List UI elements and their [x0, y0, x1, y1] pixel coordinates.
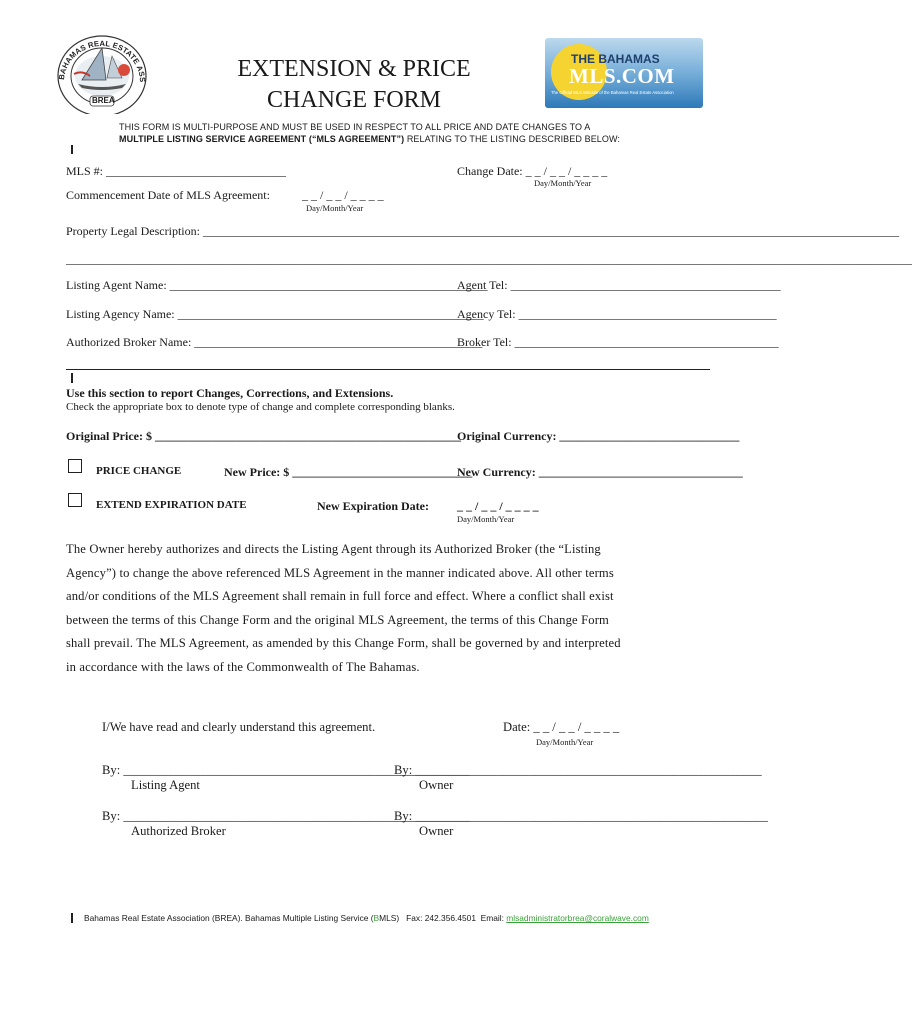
new-price-field[interactable]: New Price: $ ______________________________ [224, 465, 473, 479]
paragraph-line: Agency”) to change the above referenced MLS Agreement in the manner indicated above. All other terms [66, 565, 614, 580]
intro-line1: THIS FORM IS MULTI-PURPOSE AND MUST BE USED IN RESPECT TO ALL PRICE AND DATE CHANGES TO A [119, 122, 591, 132]
intro-line2-rest: RELATING TO THE LISTING DESCRIBED BELOW: [404, 134, 621, 144]
commencement-date-field[interactable]: _ _ / _ _ / _ _ _ _ [302, 188, 384, 202]
section-instruction: Check the appropriate box to denote type of change and complete corresponding blanks. [66, 401, 455, 413]
authorized-broker-role: Authorized Broker [131, 824, 226, 838]
text-cursor-mark [71, 145, 73, 154]
footer [84, 913, 649, 923]
commencement-label: Commencement Date of MLS Agreement: [66, 188, 270, 202]
authorized-broker-name-field[interactable]: Authorized Broker Name: ________________________________________________ [66, 335, 483, 349]
new-expiration-label: New Expiration Date: [317, 499, 429, 513]
signature-date-field[interactable]: Date: _ _ / _ _ / _ _ _ _ [503, 720, 620, 734]
broker-tel-field[interactable]: Broker Tel: ____________________________________________ [457, 335, 779, 349]
section-heading: Use this section to report Changes, Corrections, and Extensions. [66, 386, 394, 400]
bahamas-mls-logo [545, 38, 703, 108]
owner-signature-field-2[interactable]: By: ________________________________________________________ [394, 809, 768, 823]
form-title-line1: EXTENSION & PRICE [237, 56, 471, 82]
footer-bmls-rest: MLS) [379, 913, 400, 923]
property-description-field[interactable]: Property Legal Description: ____________________________________________________________________________________________________________________ [66, 224, 899, 238]
extend-expiration-label: EXTEND EXPIRATION DATE [96, 499, 247, 511]
change-date-hint: Day/Month/Year [534, 178, 592, 188]
footer-org: Bahamas Real Estate Association (BREA). Bahamas Multiple Listing Service ( [84, 913, 374, 923]
original-currency-field[interactable]: Original Currency: ______________________________ [457, 429, 740, 443]
price-change-checkbox[interactable] [68, 459, 82, 473]
owner-role-2: Owner [419, 824, 454, 838]
paragraph-line: in accordance with the laws of the Commonwealth of The Bahamas. [66, 659, 420, 674]
paragraph-line: shall prevail. The MLS Agreement, as amended by this Change Form, shall be governed by and interpreted [66, 636, 621, 650]
new-currency-field[interactable]: New Currency: __________________________________ [457, 465, 743, 479]
original-price-field[interactable]: Original Price: $ ___________________________________________________ [66, 429, 461, 443]
text-cursor-mark [71, 373, 73, 383]
mls-logo-line1: THE BAHAMAS [571, 52, 660, 66]
paragraph-line: and/or conditions of the MLS Agreement shall remain in full force and effect. Where a conflict shall exist [66, 589, 614, 603]
price-change-label: PRICE CHANGE [96, 465, 182, 477]
commencement-date-hint: Day/Month/Year [306, 203, 364, 213]
section-divider [66, 369, 710, 370]
agent-tel-field[interactable]: Agent Tel: _____________________________________________ [457, 278, 781, 292]
mls-logo-line2: MLS.COM [569, 64, 675, 88]
form-title-line2: CHANGE FORM [266, 87, 442, 113]
authorization-paragraph [66, 538, 709, 679]
listing-agent-name-field[interactable]: Listing Agent Name: _____________________________________________________ [66, 278, 488, 292]
extend-expiration-checkbox[interactable] [68, 493, 82, 507]
paragraph-line: The Owner hereby authorizes and directs the Listing Agent through its Authorized Broker (the “Listing [66, 542, 601, 556]
footer-bmls-b: B [373, 913, 380, 923]
footer-fax: Fax: 242.356.4501 [406, 913, 476, 923]
new-expiration-date-field[interactable]: _ _ / _ _ / _ _ _ _ [457, 499, 539, 513]
paragraph-line: between the terms of this Change Form and the original MLS Agreement, the terms of this Change Form [66, 612, 609, 627]
acknowledgement-text: I/We have read and clearly understand this agreement. [102, 720, 376, 734]
authorized-broker-signature-field[interactable]: By: _______________________________________________________ [102, 809, 470, 823]
owner-signature-field-1[interactable]: By: _______________________________________________________ [394, 763, 762, 777]
listing-agency-name-field[interactable]: Listing Agency Name: ___________________________________________________ [66, 307, 484, 321]
brea-center-text: BREA [92, 96, 115, 105]
property-description-line2[interactable]: _____________________________________________________________________________________________________________________________________________ [66, 252, 912, 266]
mls-logo-tagline: The Official MLS Website of the Bahamas Real Estate Association [551, 90, 674, 95]
brea-ring-text: BAHAMAS REAL ESTATE ASS [57, 38, 148, 83]
signature-date-hint: Day/Month/Year [536, 737, 594, 747]
owner-role-1: Owner [419, 778, 454, 792]
change-date-field[interactable]: Change Date: _ _ / _ _ / _ _ _ _ [457, 164, 608, 178]
footer-email-label: Email: [480, 913, 504, 923]
intro-line2-bold: MULTIPLE LISTING SERVICE AGREEMENT (“MLS AGREEMENT”) [119, 134, 405, 144]
listing-agent-role: Listing Agent [131, 778, 200, 792]
new-expiration-hint: Day/Month/Year [457, 514, 515, 524]
footer-email-link[interactable]: mlsadministratorbrea@coralwave.com [506, 913, 649, 923]
agency-tel-field[interactable]: Agency Tel: ___________________________________________ [457, 307, 777, 321]
intro-line2 [119, 134, 620, 144]
brea-logo [52, 30, 152, 114]
mls-number-field[interactable]: MLS #: ______________________________ [66, 164, 287, 178]
listing-agent-signature-field[interactable]: By: _______________________________________________________ [102, 763, 470, 777]
text-cursor-mark [71, 913, 73, 923]
